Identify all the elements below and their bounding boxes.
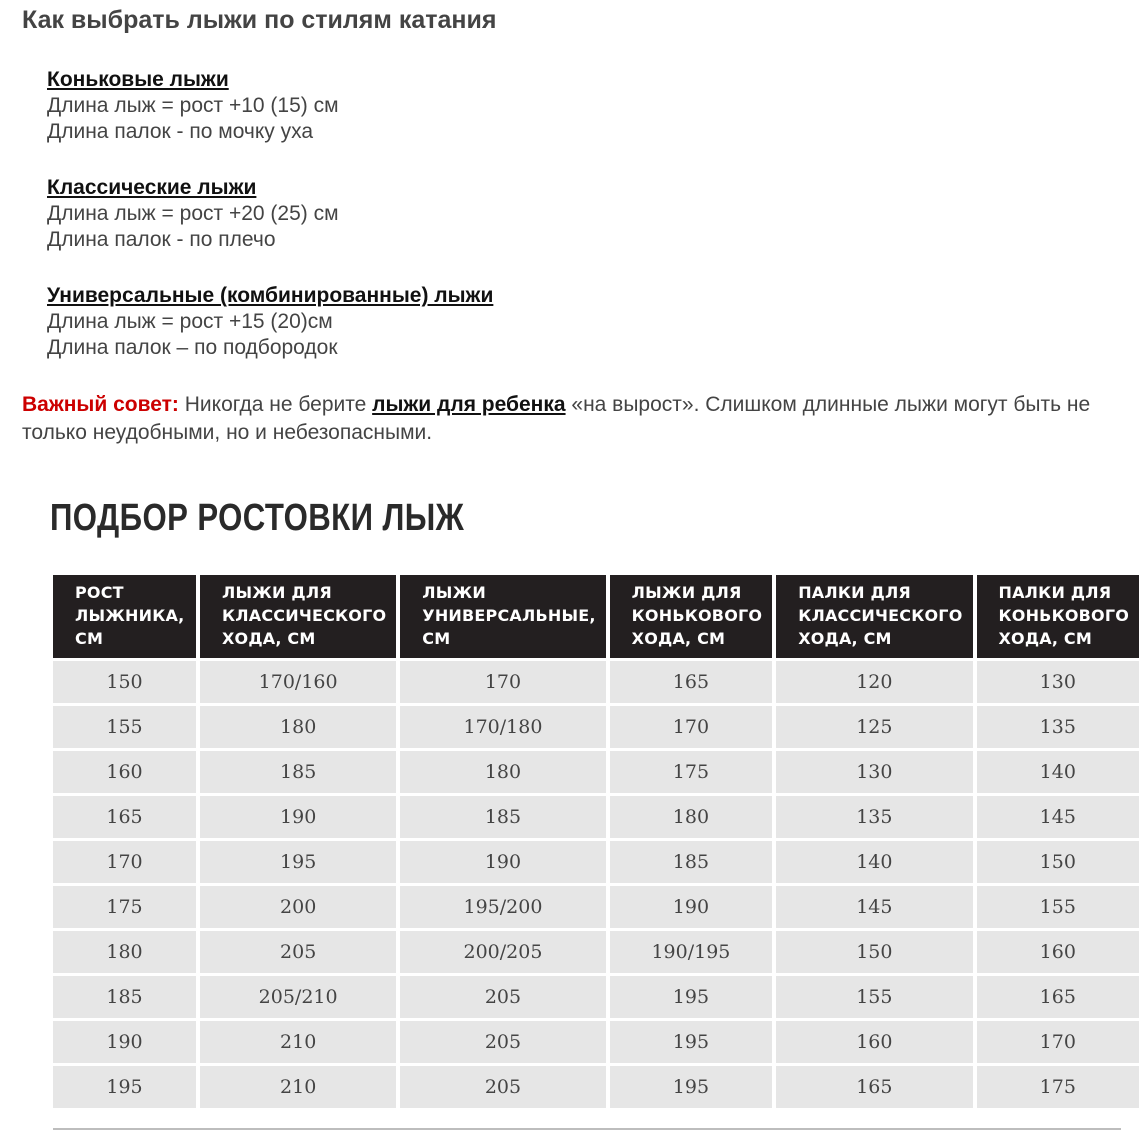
- ski-length-rule: Длина лыж = рост +20 (25) см: [47, 202, 339, 225]
- table-cell: 140: [977, 751, 1140, 793]
- table-cell: 150: [977, 841, 1140, 883]
- table-cell: 175: [610, 751, 773, 793]
- table-row: [53, 661, 1139, 703]
- column-header-classic-poles: ПАЛКИ ДЛЯ КЛАССИЧЕСКОГО ХОДА, СМ: [776, 575, 972, 658]
- section-heading: Классические лыжи: [47, 176, 257, 199]
- section-skating-skis: [47, 67, 339, 145]
- table-cell: 120: [776, 661, 972, 703]
- table-cell: 165: [610, 661, 773, 703]
- table-cell: 205: [400, 1021, 605, 1063]
- table-cell: 185: [53, 976, 196, 1018]
- table-row: [53, 886, 1139, 928]
- table-cell: 150: [53, 661, 196, 703]
- tip-text-before: Никогда не берите: [178, 393, 373, 416]
- table-cell: 135: [776, 796, 972, 838]
- table-cell: 205: [400, 1066, 605, 1108]
- table-cell: 185: [400, 796, 605, 838]
- table-cell: 170: [610, 706, 773, 748]
- table-cell: 145: [776, 886, 972, 928]
- table-cell: 195/200: [400, 886, 605, 928]
- column-header-skating-poles: ПАЛКИ ДЛЯ КОНЬКОВОГО ХОДА, СМ: [977, 575, 1140, 658]
- table-cell: 180: [53, 931, 196, 973]
- table-cell: 200: [200, 886, 396, 928]
- table-cell: 175: [977, 1066, 1140, 1108]
- table-cell: 165: [977, 976, 1140, 1018]
- pole-length-rule: Длина палок - по мочку уха: [47, 120, 314, 143]
- table-cell: 190: [400, 841, 605, 883]
- table-cell: 160: [53, 751, 196, 793]
- section-universal-skis: [47, 283, 493, 361]
- table-cell: 125: [776, 706, 972, 748]
- table-cell: 190: [53, 1021, 196, 1063]
- table-cell: 205: [200, 931, 396, 973]
- table-header-row: [53, 575, 1139, 658]
- table-cell: 135: [977, 706, 1140, 748]
- table-cell: 205: [400, 976, 605, 1018]
- table-row: [53, 931, 1139, 973]
- table-cell: 145: [977, 796, 1140, 838]
- table-row: [53, 706, 1139, 748]
- table-cell: 180: [400, 751, 605, 793]
- table-cell: 140: [776, 841, 972, 883]
- table-cell: 155: [776, 976, 972, 1018]
- table-cell: 210: [200, 1066, 396, 1108]
- pole-length-rule: Длина палок - по плечо: [47, 228, 276, 251]
- table-cell: 165: [53, 796, 196, 838]
- table-cell: 195: [200, 841, 396, 883]
- column-header-skating-skis: ЛЫЖИ ДЛЯ КОНЬКОВОГО ХОДА, СМ: [610, 575, 773, 658]
- table-cell: 200/205: [400, 931, 605, 973]
- table-row: [53, 1021, 1139, 1063]
- table-cell: 195: [610, 1021, 773, 1063]
- table-cell: 180: [610, 796, 773, 838]
- section-classic-skis: [47, 175, 339, 253]
- table-body: [53, 661, 1139, 1108]
- ski-size-table: [49, 572, 1143, 1111]
- page-title: Как выбрать лыжи по стилям катания: [22, 6, 497, 34]
- table-cell: 170/180: [400, 706, 605, 748]
- table-cell: 185: [610, 841, 773, 883]
- table-row: [53, 1066, 1139, 1108]
- column-header-classic-skis: ЛЫЖИ ДЛЯ КЛАССИЧЕСКОГО ХОДА, СМ: [200, 575, 396, 658]
- table-row: [53, 976, 1139, 1018]
- table-cell: 150: [776, 931, 972, 973]
- table-cell: 170: [977, 1021, 1140, 1063]
- table-cell: 190: [610, 886, 773, 928]
- ski-length-rule: Длина лыж = рост +15 (20)см: [47, 310, 333, 333]
- table-cell: 130: [776, 751, 972, 793]
- table-cell: 170: [53, 841, 196, 883]
- bottom-divider: [53, 1128, 1121, 1130]
- pole-length-rule: Длина палок – по подбородок: [47, 336, 338, 359]
- table-cell: 155: [53, 706, 196, 748]
- table-cell: 160: [977, 931, 1140, 973]
- column-header-universal-skis: ЛЫЖИ УНИВЕРСАЛЬНЫЕ, СМ: [400, 575, 605, 658]
- table-row: [53, 751, 1139, 793]
- kids-skis-link[interactable]: лыжи для ребенка: [372, 393, 566, 416]
- table-cell: 170: [400, 661, 605, 703]
- table-row: [53, 841, 1139, 883]
- tip-label: Важный совет:: [22, 393, 179, 416]
- column-header-skier-height: РОСТ ЛЫЖНИКА, СМ: [53, 575, 196, 658]
- table-cell: 210: [200, 1021, 396, 1063]
- table-cell: 185: [200, 751, 396, 793]
- table-cell: 190: [200, 796, 396, 838]
- table-cell: 195: [610, 1066, 773, 1108]
- table-cell: 190/195: [610, 931, 773, 973]
- table-cell: 165: [776, 1066, 972, 1108]
- table-cell: 195: [610, 976, 773, 1018]
- table-cell: 170/160: [200, 661, 396, 703]
- table-cell: 175: [53, 886, 196, 928]
- table-cell: 160: [776, 1021, 972, 1063]
- table-cell: 180: [200, 706, 396, 748]
- important-tip: [22, 391, 1112, 447]
- table-row: [53, 796, 1139, 838]
- section-heading: Коньковые лыжи: [47, 68, 229, 91]
- ski-length-rule: Длина лыж = рост +10 (15) см: [47, 94, 339, 117]
- section-heading: Универсальные (комбинированные) лыжи: [47, 284, 494, 307]
- tip-text-after: «на вырост». Слишком длинные лыжи могут быть не только неудобными, но и небезопасными.: [22, 393, 1091, 444]
- table-cell: 195: [53, 1066, 196, 1108]
- table-cell: 155: [977, 886, 1140, 928]
- table-cell: 130: [977, 661, 1140, 703]
- chart-title: ПОДБОР РОСТОВКИ ЛЫЖ: [50, 497, 465, 539]
- table-cell: 205/210: [200, 976, 396, 1018]
